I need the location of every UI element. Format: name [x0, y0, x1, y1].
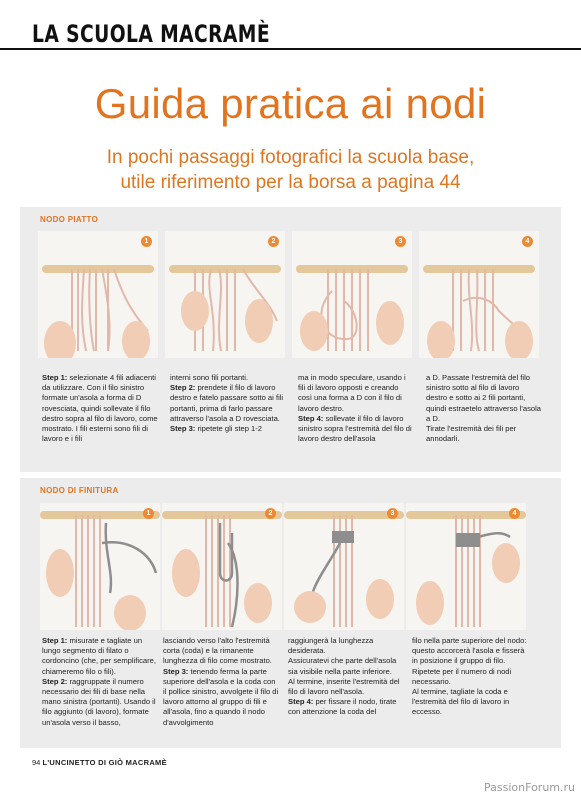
macrame-photo-graphic: [284, 503, 404, 630]
instruction-column-3: [288, 636, 404, 718]
paragraph: Step 1: misurate e tagliate un lungo segmento di filato o cordoncino (che, per semplificare, chiameremo filo o fili).: [42, 636, 156, 676]
instruction-column-1: [42, 636, 158, 728]
macrame-photo-graphic: [40, 503, 160, 630]
page-subtitle: [60, 145, 521, 195]
step-badge: 4: [509, 508, 520, 519]
instruction-column-2: [163, 636, 279, 728]
macrame-photo-graphic: [38, 231, 158, 358]
paragraph: Step 3: ripetete gli step 1-2: [170, 424, 263, 434]
page-footer: [32, 758, 167, 767]
page-number: 94: [32, 758, 41, 767]
step-photo-1: [38, 231, 158, 358]
paragraph: Al termine, inserite l'estremità del filo di lavoro nell'asola.: [288, 676, 400, 697]
step-badge: 2: [265, 508, 276, 519]
step-badge: 3: [395, 236, 406, 247]
macrame-photo-graphic: [162, 503, 282, 630]
macrame-photo-graphic: [406, 503, 526, 630]
instruction-column-3: [298, 373, 414, 444]
paragraph: Ripetete per il numero di nodi necessario.: [412, 666, 512, 686]
subtitle-line-2: utile riferimento per la borsa a pagina 44: [120, 172, 461, 193]
section-nodo-piatto: [20, 207, 561, 472]
step-photo-4: [419, 231, 539, 358]
paragraph: Assicuratevi che parte dell'asola sia visibile nella parte inferiore.: [288, 656, 397, 676]
step-badge: 4: [522, 236, 533, 247]
step-badge: 1: [141, 236, 152, 247]
instruction-column-1: [42, 373, 158, 444]
macrame-photo-graphic: [165, 231, 285, 358]
subtitle-line-1: In pochi passaggi fotografici la scuola base,: [106, 147, 475, 168]
step-photo-3: [292, 231, 412, 358]
paragraph: Step 4: per fissare il nodo, tirate con attenzione la coda del: [288, 697, 397, 717]
step-badge: 2: [268, 236, 279, 247]
paragraph: Step 2: prendete il filo di lavoro destro e fatelo passare sotto ai fili portanti, prima di farlo passare attraverso l'asola a D rovesciata.: [170, 383, 284, 423]
paragraph: Step 3: tenendo ferma la parte superiore dell'asola e la coda con il pollice sinistro, avvolgete il filo di lavoro attorno al gruppo di fili e all'asola, fino a quando il nodo d'avvolgimento: [163, 666, 279, 727]
paragraph: raggiungerà la lunghezza desiderata.: [288, 636, 374, 656]
instruction-column-4: [412, 636, 528, 718]
macrame-photo-graphic: [292, 231, 412, 358]
macrame-photo-graphic: [419, 231, 539, 358]
instruction-column-4: [426, 373, 542, 444]
paragraph: Step 4: sollevate il filo di lavoro sinistro sopra l'estremità del filo di lavoro destro dell'asola: [298, 413, 412, 444]
step-badge: 1: [143, 508, 154, 519]
step-photo-2: [165, 231, 285, 358]
paragraph: interni sono fili portanti.: [170, 373, 249, 382]
step-photo-1: [40, 503, 160, 630]
page-title: Guida pratica ai nodi: [94, 80, 487, 127]
paragraph: Al termine, tagliate la coda e l'estremità del filo di lavoro in eccesso.: [412, 687, 510, 717]
step-badge: 3: [387, 508, 398, 519]
watermark: PassionForum.ru: [484, 781, 575, 794]
header-title: LA SCUOLA MACRAMÈ: [32, 20, 271, 48]
step-photo-2: [162, 503, 282, 630]
paragraph: a D. Passate l'estremità del filo sinistro sotto al filo di lavoro destro e sotto ai 2 fili portanti, quindi estraetelo attraverso l'asola a D.: [426, 373, 542, 423]
paragraph: Step 1: selezionate 4 fili adiacenti da utilizzare. Con il filo sinistro formate un'asola a forma di D rovesciata, quindi sollevate il filo destro sopra al filo di lavoro, come mostrato. I fili esterni sono fili di lavoro e i fili: [42, 373, 158, 444]
step-photo-3: [284, 503, 404, 630]
section-label: NODO PIATTO: [40, 215, 99, 224]
paragraph: filo nella parte superiore del nodo: questo accorcerà l'asola e fisserà in posizione il gruppo di filo.: [412, 636, 527, 666]
instruction-column-2: [170, 373, 286, 434]
paragraph: ma in modo speculare, usando i fili di lavoro opposti e creando così una forma a D con il filo di lavoro destro.: [298, 373, 406, 413]
section-label: NODO DI FINITURA: [40, 486, 119, 495]
paragraph: Tirate l'estremità dei fili per annodarli.: [426, 424, 517, 444]
step-photo-4: [406, 503, 526, 630]
paragraph: lasciando verso l'alto l'estremità corta (coda) e la rimanente lunghezza di filo come mostrato.: [163, 636, 272, 666]
section-nodo-di-finitura: [20, 478, 561, 748]
header-rule: [0, 48, 581, 50]
magazine-title: L'UNCINETTO DI GIÒ MACRAMÈ: [42, 758, 167, 767]
paragraph: Step 2: raggruppate il numero necessario dei fili di base nella mano sinistra (portanti). Usando il filo aggiunto (di lavoro), formate un'asola verso il basso,: [42, 676, 156, 727]
